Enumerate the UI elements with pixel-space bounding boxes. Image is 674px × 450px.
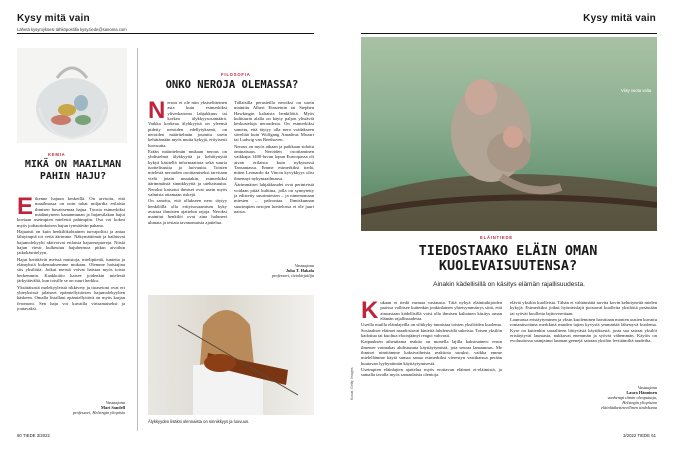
right-section-title: Kysy mitä vain [583,13,656,24]
article3-paragraph: Kaipauksen aiheuttama reaktio on monella lajilla kaksinainen: ensin ilmenee voimakas ahdistunuta käyttäytymistä, jota seuraa lamaannus. Me ihmiset nimitämme kaksivaiheista reaktiota suruksi, vaikka emme mielellämme käytä samaa sanaa esimerkiksi vierestyn vastikaisua perään huutavan lyyhyntimän käyttäytymisestä. [361,339,502,366]
kicker-filosofia: FILOSOFIA [221,72,251,77]
deck-line: Ainakin kädellisillä on käsitys elämän rajallisuudesta. [433,281,585,288]
sig-title: Helsingin yliopiston [622,400,657,405]
headline-animal-mortality: TIEDOSTAAKO ELÄIN OMAN KUOLEVAISUUTENSA? [418,243,598,274]
article3-body-col1 [361,300,502,420]
violin-photo [148,295,314,415]
sig-title: vanhempi tiimin oleoputtaja, [607,395,657,400]
article2-paragraph: Tällaisilla perusteilla neroiksi on usein mainittu Albert Einsteinin tai Stephen Hawkingin kaltaisia henkilöitä. Myös kulttuurin alalla on käyty paljon ylistäviä keskusteluja neroudesta. On esimerkiksi sanottu, että täytyy olla nero voidakseen säveltää kuin Wolfgang Amadeus Mozart tai Ludwig van Beethoven. [234,100,314,143]
article1-paragraph: ikenne hajuun keskeillä. On arvioitu, että maailmassa on noin tuhat miljardia erilaista ihmisen havaitsemaa hajua. Tuosta esimerkiksi mädäntyneen kananmunan ja hajaesilakan hajut koetaan useimpien mielestä pahimpiin. Osa voi kokea myös jodiaurinkoisen hajun tyrmäävän pahana. [17,196,125,228]
monkey-photo [361,37,657,231]
article1-signature [17,400,125,415]
article3-paragraph: Laumassa eristäytyminen ja yksin kuoleminen havaitaan monien uusien kuvattu romantisoituna merkkinä muiden tajien kyvystä ymmärtää lähestyvä kuolema. Kyse on kuitenkin saraaliteen liittyvästä käytöksestä, josta saa sairaat yksilöt eristäytyvät laumasta, nukkuvat enemmän ja syövät vähemmän. Käytös on evoluutiossa saanjainut lauman geenejä sairaan yksilön levittämiltä taudeilta. [510,317,657,344]
sig-name: Laura Hänninen [626,390,657,395]
sig-name: Mari Sandell [101,405,125,410]
header-rule-right [361,33,657,34]
article3-signature [510,385,657,410]
violin-photo-caption: Älykkyyden lisäksi olennaista on sinnikkyys ja luovuus. [148,419,250,424]
sig-title: eläinlääketieteellinen tiedekunta [601,405,657,410]
article3-paragraph: Useilla muilla eläinlajeilla on siltikyky tunnistaa toisten yksilöiden kuolema. Sosiaaliset eläimet maadostavat kinteitä luhdenväilä sukeista. Toisen yksilön kadottua tai kuoltua eloonjäänyt reagoi vahvasti. [361,322,502,339]
macaque-illustration [361,37,657,231]
kicker-elaintiede: ELÄINTIEDE [480,235,513,240]
article2-paragraph: Nerous on myös aikaan ja paikkaan sidottu ominaisuus. Neroiden osoittaminen vaikkapa 1400-luvun lopun Euroopassa oli aivan erilaista kuin nykyisessä Tansaniassa. Emme esimerkiksi tiedä, miten Leonardo da Vincin kyvykkyys olisi ilmennyt nykymaailmassa. [234,143,314,181]
garbage-bag-illustration [17,48,127,143]
article2-paragraph: On sanottu, että ollakseen nero täytyy henkilöllä olla erityisosaamisen kyky avartaa ihmisten ajattelun rajoja. Neroksi mainitut henkilöt ovat aina haluneet uhmata ja testata tavanomaista ajattelua. [148,198,227,225]
dropcap-e: E [17,196,34,220]
kicker-kemia: KEMIA [48,152,66,157]
article2-signature [234,263,314,278]
headline-worst-smell: MIKÄ ON MAAILMAN PAHIN HAJU? [24,159,122,182]
column-divider [137,48,138,431]
article2-paragraph: erous ei ole niin yksiselitteinen asia kuin esimerkiksi yliverkaisena lahjakkuus tai korkea älykkyysosamäärä. Vaikka korkeaa älykkyyttä on yleensä pidetty neroiden edellytyksenä, on neroiden määritelmän joututtu usein kehittämään myös muita kykyjä, erityisesti luovuutta. [148,100,227,148]
article1-body [17,196,125,396]
article3-paragraph: eläviä yksilön kuolleista. Tähän ei välttämättä tarvita kovin kehittyneitä mielen kykyjä. Esimerkiksi jotkut hyönteislajit poistavat kuolleita yksilöitä pesästään tai syövät kuolleita lajitovereitaan. [510,300,657,316]
sig-role: Vastaajana [105,400,125,405]
dropcap-k: K [361,300,379,324]
article3-paragraph: Useimpien eläinlajien ajattelua myös erottavan eläimet ei-eläimistä, ja samalla tavalla myös samanlaisia olentoja. [361,367,502,378]
article3-body-col2 [510,300,657,380]
sig-title: professori, tietokirjailija [271,273,314,278]
headline-geniuses: ONKO NEROJA OLEMASSA? [165,79,299,91]
photo-credit: Kuvat: Getty Images [350,367,354,400]
sig-role: Vastaajana [637,385,657,390]
left-section-title: Kysy mitä vain [17,13,90,24]
sig-name: Juha T. Hakala [285,268,314,273]
article2-paragraph: Äärimmäiset lahjakkuudet ovat perinteistä voidaan pitää kulttina, jolla on synnytetty ja edistetty suurimiesten – ja nimenomaan miesten – palvontaa. Ihmiskunnan suurimpien nerojen luettelossa ei ole juuri naisia. [234,182,314,214]
header-rule-left [17,33,314,34]
article1-paragraph: Hajuaisti on kuin henkilökohtainen turvapoliisi ja antaa lähtyimpiä toi vettä äärimme. Näkymättömät ja haihtuvat hajumolekyylit aktivoivat erilaisia hajureseptoreja. Niistä hajun viesti kulkeutuu hajuhermoa pitkin aivoihin jatkokäsittelyyn. [17,229,125,256]
dropcap-n: N [148,100,166,124]
monkey-photo-caption: Viisy vuota valta [621,88,652,93]
article3-paragraph: ukaan ei tiedä varmaa vastausta. Tätä nykyä eläintutkijoiden parissa vallitsee kuitenkin jonkinlainen yhteisymmärrys siitä, että ainoastaan kädellisillä voisi olla ihmisen kaltainen käsitys oman elämän rajallisuudesta. [380,300,502,322]
sig-role: Vastaajana [294,263,314,268]
footer-right-folio: 3/2022 TIEDE 61 [623,433,656,438]
article1-paragraph: Yksittäisistä molekyyleistä rikkivety ja tioasetoni ovat eri yhteyksissä jalaiseet epämiellyttävien hajumolekyylien käskeen. Omalla listallani epämiellyttävä on myös karjan feromoni. Sen haju voi kuvailla virtsamaiseksi ja joutavaksi. [17,284,125,311]
footer-left-folio: 60 TIEDE 3/2022 [17,433,50,438]
sig-title: professori, Helsingin yliopisto [72,410,125,415]
article2-paragraph: Erään määritelmän mukaan nerous on yhdistelmä älykkyyttä ja kehittynyttä kykyä käsitellä informaatiota sekä suurta tuottelisuutta ja luovuutta. Toisten mielestä nerouden osoittamiseksi tarvitaan vielä jotain muutakin, esimerkiksi äärimmäistä sinnikkyyttä ja uteliaisuutta. Neroksi katsotut ihmiset ovat usein myös valmista ottamaan riskejä. [148,149,227,197]
article2-body-col1 [148,100,227,280]
garbage-bag-photo [17,48,127,143]
submission-line: Lähetä kysymyksesi tähköpostilla kysy.tiede@sanoma.com [17,27,127,32]
article1-paragraph: Hajut herättävät meissä muistoja, mielipiteitä, tunteita ja elämyksiä kokemuksemme mukaan. Olemme haistajina siis yksilöitä. Jotkut meistä voivat haistaa myös toisia herkemmin. Kaakkoitto haisee joidenkin mielestä järkyttävältä, kun toisille se on suuri herkku. [17,256,125,284]
violin-girl-illustration [148,295,314,415]
article2-body-col2 [234,100,314,260]
